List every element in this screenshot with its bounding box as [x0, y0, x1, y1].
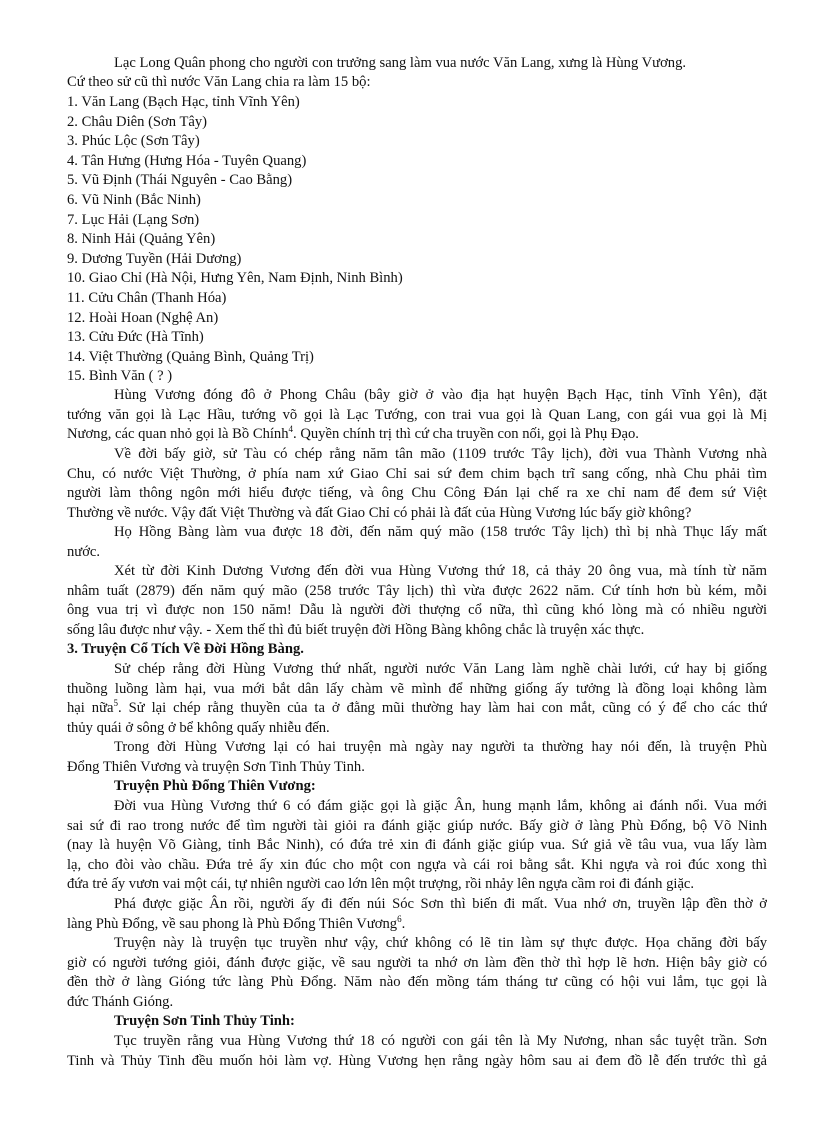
paragraph: [67, 934, 767, 1012]
text-line: Phá được giặc Ân rồi, người ấy đi đến núi Sóc Sơn thì biến đi mất. Vua nhớ ơn, truyền lập đền thờ ở: [114, 896, 767, 912]
text-line: sai sứ đi rao trong nước để tìm người tài giỏi ra đánh giặc giúp nước. Bấy giờ ở làng Phù Đổng, bộ Võ Ninh: [67, 817, 767, 834]
list-item: 4. Tân Hưng (Hưng Hóa - Tuyên Quang): [67, 152, 307, 169]
text-line: Thường về nước. Vậy đất Việt Thường và đất Giao Chỉ có phải là đất của Hùng Vương lúc bấy giờ không?: [67, 504, 692, 521]
paragraph: [67, 523, 767, 562]
text-span: . Sử lại chép rằng thuyền của ta ở đằng mũi thường hay làm hai con mắt, cũng có ý để cho các thứ: [117, 700, 767, 717]
text-line: thuồng luồng làm hại, vua mới bắt dân lấy chàm vẽ mình để những giống ấy tưởng là đồng loại không làm: [67, 680, 767, 697]
text-line: lạ, cho đòi vào chầu. Đứa trẻ ấy xin đúc cho một con ngựa và cái roi bằng sắt. Khi ngựa và roi đúc xong thì: [67, 856, 767, 873]
text-line: Truyện này là truyện tục truyền như vậy, chứ không có lẽ tin làm sự thực được. Họa chăng đời bấy: [114, 935, 767, 951]
text-line: Sử chép rằng đời Hùng Vương thứ nhất, người nước Văn Lang làm nghề chài lưới, cứ hay bị giống: [114, 661, 767, 677]
text-line: Chu, có nước Việt Thường, ở phía nam xứ Giao Chỉ sai sứ đem chim bạch trĩ sang cống, nhà Chu phải tìm: [67, 465, 767, 482]
text-line: [67, 425, 767, 445]
text-line: tướng văn gọi là Lạc Hầu, tướng võ gọi là Lạc Tướng, con trai vua gọi là Quan Lang, con gái vua gọi là Mị: [67, 406, 767, 423]
footnote-ref: 6: [397, 913, 402, 924]
intro-line: Lạc Long Quân phong cho người con trưởng sang làm vua nước Văn Lang, xưng là Hùng Vương.: [114, 55, 687, 71]
text-line: Xét từ đời Kinh Dương Vương đến đời vua Hùng Vương thứ 18, cả thảy 20 ông vua, mà tính từ năm: [114, 563, 767, 579]
text-line: đứa trẻ ấy vươn vai một cái, tự nhiên người cao lớn lên một trượng, rồi nhảy lên ngựa cầm roi đi đánh giặc.: [67, 876, 695, 893]
text-line: Họ Hồng Bàng làm vua được 18 đời, đến năm quý mão (158 trước Tây lịch) thì bị nhà Thục lấy mất: [114, 524, 767, 540]
footnote-ref: 5: [113, 699, 118, 709]
text-line: nước.: [67, 543, 101, 560]
paragraph: [67, 386, 767, 445]
text-line: Hùng Vương đóng đô ở Phong Châu (bây giờ ở vào địa hạt huyện Bạch Hạc, tỉnh Vĩnh Yên), đặt: [114, 387, 767, 403]
text-line: (nay là huyện Võ Giàng, tỉnh Bắc Ninh), có đứa trẻ xin đi đánh giặc giúp vua. Sứ giả về tâu vua, vua lấy làm: [67, 837, 767, 854]
text-line: Đời vua Hùng Vương thứ 6 có đám giặc gọi là giặc Ân, hung mạnh lắm, không ai đánh nổi. Vua mới: [114, 798, 767, 814]
list-item: 15. Bình Văn ( ? ): [67, 368, 173, 385]
text-line: Trong đời Hùng Vương lại có hai truyện mà ngày nay người ta thường hay nói đến, là truyện Phù: [114, 739, 767, 755]
text-line: [67, 915, 767, 935]
paragraph: [67, 660, 767, 738]
text-span: Nương, các quan nhỏ gọi là Bồ Chính: [67, 426, 289, 443]
text-span: hại nữa: [67, 700, 114, 717]
list-item: 5. Vũ Định (Thái Nguyên - Cao Bằng): [67, 172, 293, 189]
subsection-heading: Truyện Phù Đổng Thiên Vương:: [114, 778, 316, 794]
list-item: 1. Văn Lang (Bạch Hạc, tỉnh Vĩnh Yên): [67, 94, 300, 110]
list-item: 3. Phúc Lộc (Sơn Tây): [67, 133, 200, 150]
list-item: 9. Dương Tuyền (Hải Dương): [67, 250, 242, 267]
text-line: Đổng Thiên Vương và truyện Sơn Tinh Thủy Tinh.: [67, 758, 365, 775]
paragraph: [67, 797, 767, 895]
paragraph: [67, 738, 767, 777]
text-line: ông vua trị vì được non 150 năm! Dẫu là người đời thượng cổ nữa, thì cũng khó lòng mà có nhiều người: [67, 602, 767, 619]
list-item: 10. Giao Chỉ (Hà Nội, Hưng Yên, Nam Định, Ninh Bình): [67, 270, 403, 287]
text-line: đền thờ ở làng Gióng tức làng Phù Đổng. Năm nào đến mồng tám tháng tư cũng có hội vui lắm, tục gọi là: [67, 974, 767, 991]
text-line: Tinh và Thủy Tinh đều muốn hỏi làm vợ. Hùng Vương hẹn rằng ngày hôm sau ai đem đồ lễ đến trước thì gả: [67, 1052, 767, 1069]
paragraph: [67, 895, 767, 934]
paragraph: [67, 562, 767, 640]
bo-list: [67, 93, 767, 387]
text-line: thủy quái ở sông ở bể không quấy nhiễu đến.: [67, 719, 330, 736]
text-line: [67, 699, 767, 719]
list-item: 7. Lục Hải (Lạng Sơn): [67, 211, 200, 228]
text-span: .: [401, 915, 406, 932]
list-item: 8. Ninh Hải (Quảng Yên): [67, 231, 216, 248]
list-item: 13. Cửu Đức (Hà Tĩnh): [67, 329, 204, 346]
paragraph: [67, 1032, 767, 1071]
list-item: 6. Vũ Ninh (Bắc Ninh): [67, 191, 201, 208]
text-line: Về đời bấy giờ, sử Tàu có chép rằng năm tân mão (1109 trước Tây lịch), đời vua Thành Vương nhà: [114, 446, 767, 462]
footnote-ref: 4: [288, 424, 294, 435]
text-line: nhâm tuất (2879) đến năm quý mão (258 trước Tây lịch) thì vừa được 2622 năm. Cứ tính hơn bù kém, mỗi: [67, 582, 767, 599]
text-line: người làm thông ngôn mới hiểu được tiếng, và ông Chu Công Đán lại chế ra xe chỉ nam để đem sứ Việt: [67, 485, 767, 502]
subsection-heading: Truyện Sơn Tinh Thủy Tinh:: [114, 1013, 295, 1029]
text-span: . Quyền chính trị thì cứ cha truyền con nối, gọi là Phụ Đạo.: [293, 426, 639, 443]
text-span: làng Phù Đổng, về sau phong là Phù Đổng Thiên Vương: [67, 915, 398, 932]
text-line: đức Thánh Gióng.: [67, 993, 174, 1010]
list-item: 11. Cửu Chân (Thanh Hóa): [67, 289, 227, 306]
text-line: giờ có người tướng giỏi, đánh được giặc, về sau người ta nhớ ơn làm đền thờ thì hợp lẽ hơn. Hiện bây giờ có: [67, 954, 767, 971]
section-heading: 3. Truyện Cổ Tích Về Đời Hồng Bàng.: [67, 641, 304, 657]
list-item: 12. Hoài Hoan (Nghệ An): [67, 309, 219, 326]
list-item: 2. Châu Diên (Sơn Tây): [67, 113, 207, 130]
text-line: sống lâu được như vậy. - Xem thế thì đủ biết truyện đời Hồng Bàng không chắc là truyện xác thực.: [67, 621, 645, 638]
text-line: Tục truyền rằng vua Hùng Vương thứ 18 có người con gái tên là My Nương, nhan sắc tuyệt trần. Sơn: [114, 1033, 767, 1049]
list-item: 14. Việt Thường (Quảng Bình, Quảng Trị): [67, 348, 314, 365]
intro-line: Cứ theo sử cũ thì nước Văn Lang chia ra làm 15 bộ:: [67, 74, 371, 90]
paragraph: [67, 445, 767, 523]
